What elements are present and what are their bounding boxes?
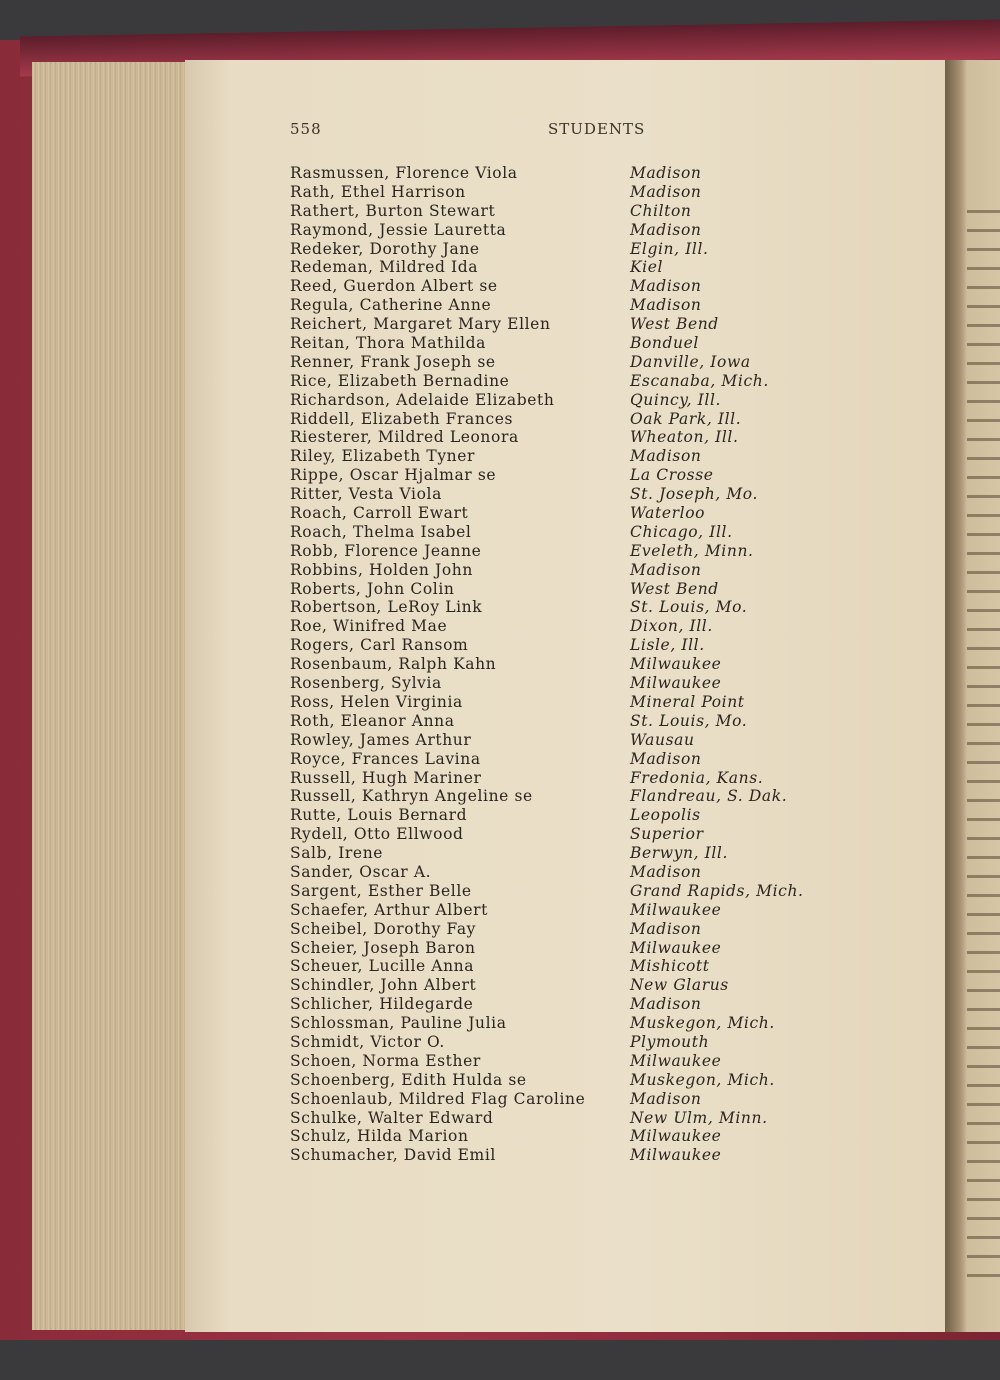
list-item bbox=[290, 258, 850, 277]
student-hometown: Bonduel bbox=[630, 334, 699, 353]
student-name: Schulz, Hilda Marion bbox=[290, 1127, 469, 1146]
student-name: Schoenlaub, Mildred Flag Caroline bbox=[290, 1089, 586, 1108]
list-item bbox=[290, 844, 850, 863]
student-hometown: Chilton bbox=[630, 201, 692, 220]
student-name: Schindler, John Albert bbox=[290, 976, 477, 995]
list-item bbox=[290, 428, 850, 447]
student-hometown: Plymouth bbox=[630, 1032, 710, 1051]
list-item bbox=[290, 542, 850, 561]
list-item bbox=[290, 636, 850, 655]
running-head: STUDENTS bbox=[548, 120, 646, 138]
student-name: Schoenberg, Edith Hulda se bbox=[290, 1070, 527, 1089]
list-item bbox=[290, 901, 850, 920]
student-name: Schmidt, Victor O. bbox=[290, 1032, 445, 1051]
student-hometown: Quincy, Ill. bbox=[630, 390, 722, 409]
student-name: Schaefer, Arthur Albert bbox=[290, 900, 488, 919]
list-item bbox=[290, 882, 850, 901]
student-hometown: Flandreau, S. Dak. bbox=[630, 787, 788, 806]
student-name: Schulke, Walter Edward bbox=[290, 1108, 494, 1127]
page-number: 558 bbox=[290, 120, 322, 138]
student-hometown: La Crosse bbox=[630, 466, 714, 485]
student-name: Schoen, Norma Esther bbox=[290, 1051, 481, 1070]
facing-page bbox=[945, 60, 1000, 1332]
student-hometown: St. Louis, Mo. bbox=[630, 598, 748, 617]
student-hometown: Wheaton, Ill. bbox=[630, 428, 739, 447]
student-name: Rogers, Carl Ransom bbox=[290, 636, 469, 655]
student-name: Roe, Winifred Mae bbox=[290, 617, 448, 636]
student-name: Redeker, Dorothy Jane bbox=[290, 239, 480, 258]
student-hometown: Milwaukee bbox=[630, 1051, 722, 1070]
student-hometown: Dixon, Ill. bbox=[630, 617, 713, 636]
student-hometown: Superior bbox=[630, 825, 704, 844]
student-name: Royce, Frances Lavina bbox=[290, 749, 481, 768]
list-item bbox=[290, 1071, 850, 1090]
list-item bbox=[290, 240, 850, 259]
list-item bbox=[290, 769, 850, 788]
student-name: Roth, Eleanor Anna bbox=[290, 711, 455, 730]
gutter-shadow bbox=[945, 60, 967, 1332]
student-hometown: Madison bbox=[630, 277, 702, 296]
student-hometown: Madison bbox=[630, 164, 702, 182]
student-hometown: Madison bbox=[630, 995, 702, 1014]
list-item bbox=[290, 296, 850, 315]
student-name: Roberts, John Colin bbox=[290, 579, 455, 598]
student-hometown: Madison bbox=[630, 749, 702, 768]
student-list bbox=[290, 164, 850, 1165]
student-name: Riley, Elizabeth Tyner bbox=[290, 447, 476, 466]
list-item bbox=[290, 750, 850, 769]
list-item bbox=[290, 315, 850, 334]
facing-page-text-fragments bbox=[967, 200, 1000, 1280]
list-item bbox=[290, 598, 850, 617]
student-name: Ross, Helen Virginia bbox=[290, 692, 463, 711]
list-item bbox=[290, 164, 850, 183]
student-name: Renner, Frank Joseph se bbox=[290, 352, 496, 371]
student-hometown: New Glarus bbox=[630, 976, 729, 995]
student-name: Redeman, Mildred Ida bbox=[290, 258, 479, 277]
list-item bbox=[290, 202, 850, 221]
list-item bbox=[290, 353, 850, 372]
student-name: Russell, Kathryn Angeline se bbox=[290, 787, 533, 806]
list-item bbox=[290, 825, 850, 844]
student-hometown: Mineral Point bbox=[630, 692, 745, 711]
student-name: Schumacher, David Emil bbox=[290, 1146, 496, 1165]
list-item bbox=[290, 693, 850, 712]
student-name: Rosenberg, Sylvia bbox=[290, 674, 442, 693]
student-name: Riesterer, Mildred Leonora bbox=[290, 428, 519, 447]
student-hometown: Escanaba, Mich. bbox=[630, 371, 769, 390]
student-name: Rowley, James Arthur bbox=[290, 730, 472, 749]
student-hometown: West Bend bbox=[630, 315, 719, 334]
list-item bbox=[290, 504, 850, 523]
list-item bbox=[290, 1090, 850, 1109]
student-name: Reitan, Thora Mathilda bbox=[290, 334, 486, 353]
list-item bbox=[290, 1127, 850, 1146]
student-name: Scheier, Joseph Baron bbox=[290, 938, 476, 957]
student-name: Scheibel, Dorothy Fay bbox=[290, 919, 477, 938]
list-item bbox=[290, 1052, 850, 1071]
list-item bbox=[290, 1109, 850, 1128]
student-hometown: Danville, Iowa bbox=[630, 352, 751, 371]
list-item bbox=[290, 957, 850, 976]
student-name: Riddell, Elizabeth Frances bbox=[290, 409, 514, 428]
student-name: Regula, Catherine Anne bbox=[290, 296, 492, 315]
student-name: Rathert, Burton Stewart bbox=[290, 201, 496, 220]
student-name: Richardson, Adelaide Elizabeth bbox=[290, 390, 555, 409]
student-hometown: Elgin, Ill. bbox=[630, 239, 709, 258]
student-name: Sander, Oscar A. bbox=[290, 862, 432, 881]
list-item bbox=[290, 466, 850, 485]
student-hometown: Madison bbox=[630, 220, 702, 239]
student-hometown: Muskegon, Mich. bbox=[630, 1070, 775, 1089]
student-name: Reed, Guerdon Albert se bbox=[290, 277, 498, 296]
student-name: Rippe, Oscar Hjalmar se bbox=[290, 466, 497, 485]
list-item bbox=[290, 561, 850, 580]
list-item bbox=[290, 655, 850, 674]
page-header bbox=[290, 120, 810, 140]
student-hometown: Wausau bbox=[630, 730, 695, 749]
student-hometown: Mishicott bbox=[630, 957, 710, 976]
student-hometown: Kiel bbox=[630, 258, 664, 277]
student-hometown: Madison bbox=[630, 296, 702, 315]
list-item bbox=[290, 712, 850, 731]
student-name: Schlicher, Hildegarde bbox=[290, 995, 474, 1014]
list-item bbox=[290, 372, 850, 391]
student-name: Rath, Ethel Harrison bbox=[290, 182, 466, 201]
list-item bbox=[290, 523, 850, 542]
student-hometown: Leopolis bbox=[630, 806, 701, 825]
student-name: Ritter, Vesta Viola bbox=[290, 485, 442, 504]
student-name: Schlossman, Pauline Julia bbox=[290, 1014, 507, 1033]
student-name: Rydell, Otto Ellwood bbox=[290, 825, 464, 844]
student-hometown: St. Joseph, Mo. bbox=[630, 485, 758, 504]
list-item bbox=[290, 787, 850, 806]
student-hometown: Madison bbox=[630, 182, 702, 201]
student-hometown: St. Louis, Mo. bbox=[630, 711, 748, 730]
list-item bbox=[290, 1033, 850, 1052]
list-item bbox=[290, 391, 850, 410]
student-hometown: Milwaukee bbox=[630, 1127, 722, 1146]
list-item bbox=[290, 806, 850, 825]
list-item bbox=[290, 183, 850, 202]
page-edges bbox=[32, 62, 188, 1330]
student-name: Sargent, Esther Belle bbox=[290, 881, 472, 900]
student-hometown: Milwaukee bbox=[630, 1146, 722, 1165]
student-name: Roach, Thelma Isabel bbox=[290, 522, 472, 541]
student-hometown: Lisle, Ill. bbox=[630, 636, 705, 655]
list-item bbox=[290, 920, 850, 939]
list-item bbox=[290, 731, 850, 750]
list-item bbox=[290, 334, 850, 353]
student-hometown: Milwaukee bbox=[630, 900, 722, 919]
student-name: Rosenbaum, Ralph Kahn bbox=[290, 655, 497, 674]
student-name: Raymond, Jessie Lauretta bbox=[290, 220, 507, 239]
student-hometown: Chicago, Ill. bbox=[630, 522, 733, 541]
student-name: Rutte, Louis Bernard bbox=[290, 806, 468, 825]
student-hometown: Eveleth, Minn. bbox=[630, 541, 754, 560]
student-hometown: West Bend bbox=[630, 579, 719, 598]
list-item bbox=[290, 674, 850, 693]
student-hometown: Oak Park, Ill. bbox=[630, 409, 742, 428]
student-name: Robb, Florence Jeanne bbox=[290, 541, 482, 560]
list-item bbox=[290, 863, 850, 882]
student-hometown: Madison bbox=[630, 862, 702, 881]
student-name: Scheuer, Lucille Anna bbox=[290, 957, 475, 976]
list-item bbox=[290, 447, 850, 466]
list-item bbox=[290, 580, 850, 599]
student-name: Rasmussen, Florence Viola bbox=[290, 164, 518, 182]
list-item bbox=[290, 221, 850, 240]
list-item bbox=[290, 277, 850, 296]
list-item bbox=[290, 939, 850, 958]
student-hometown: Madison bbox=[630, 1089, 702, 1108]
list-item bbox=[290, 617, 850, 636]
list-item bbox=[290, 410, 850, 429]
student-hometown: Berwyn, Ill. bbox=[630, 844, 728, 863]
list-item bbox=[290, 995, 850, 1014]
student-hometown: Muskegon, Mich. bbox=[630, 1014, 775, 1033]
student-hometown: Madison bbox=[630, 560, 702, 579]
student-name: Rice, Elizabeth Bernadine bbox=[290, 371, 510, 390]
student-hometown: New Ulm, Minn. bbox=[630, 1108, 768, 1127]
student-hometown: Madison bbox=[630, 447, 702, 466]
student-hometown: Milwaukee bbox=[630, 938, 722, 957]
student-name: Russell, Hugh Mariner bbox=[290, 768, 482, 787]
student-name: Roach, Carroll Ewart bbox=[290, 504, 469, 523]
list-item bbox=[290, 976, 850, 995]
student-name: Reichert, Margaret Mary Ellen bbox=[290, 315, 551, 334]
list-item bbox=[290, 1146, 850, 1165]
student-hometown: Grand Rapids, Mich. bbox=[630, 881, 804, 900]
list-item bbox=[290, 1014, 850, 1033]
student-hometown: Milwaukee bbox=[630, 674, 722, 693]
student-hometown: Waterloo bbox=[630, 504, 706, 523]
student-hometown: Madison bbox=[630, 919, 702, 938]
student-name: Robbins, Holden John bbox=[290, 560, 473, 579]
list-item bbox=[290, 485, 850, 504]
student-hometown: Milwaukee bbox=[630, 655, 722, 674]
student-hometown: Fredonia, Kans. bbox=[630, 768, 764, 787]
student-name: Salb, Irene bbox=[290, 844, 384, 863]
student-name: Robertson, LeRoy Link bbox=[290, 598, 483, 617]
